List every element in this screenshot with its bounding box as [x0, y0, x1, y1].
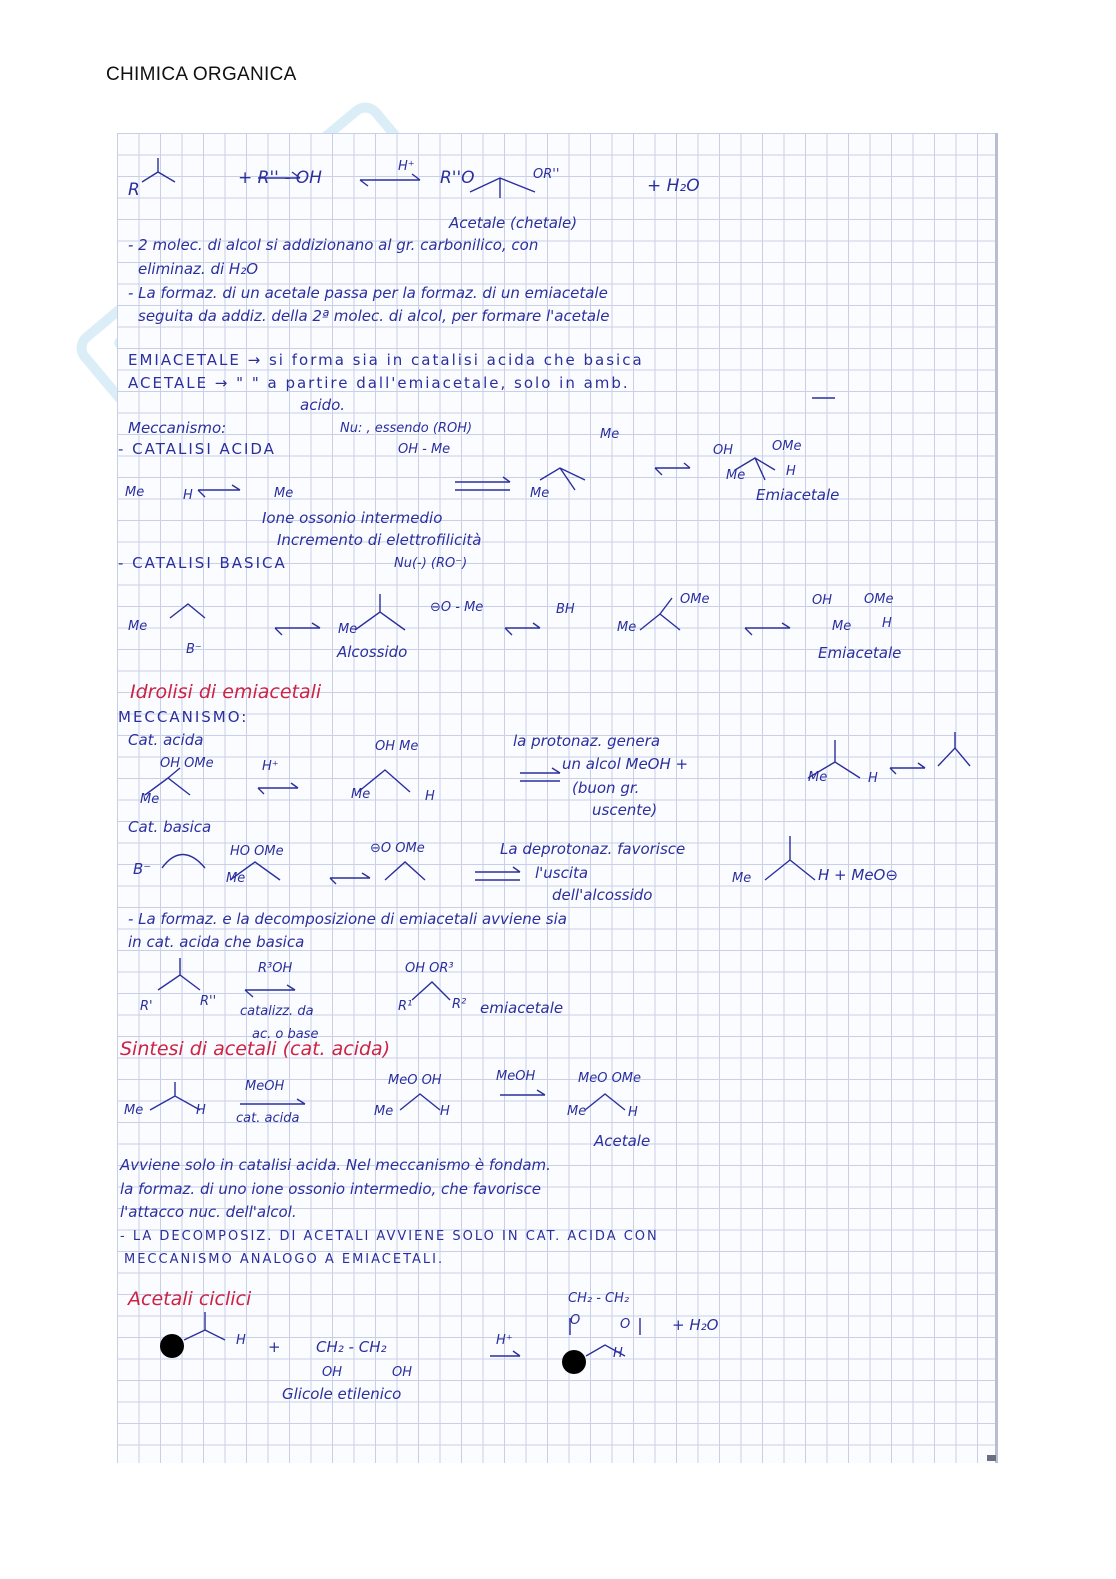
note-text: OH: [322, 1365, 343, 1380]
note-text: (buon gr.: [572, 779, 640, 797]
note-text: in cat. acida che basica: [128, 933, 305, 951]
note-text: + R'' - OH: [238, 168, 322, 188]
note-text: La deprotonaz. favorisce: [500, 840, 686, 858]
note-text: R²: [452, 997, 467, 1012]
note-text: H: [183, 488, 193, 503]
note-text: EMIACETALE → si forma sia in catalisi acida che basica: [128, 351, 644, 369]
note-text: MeO OMe: [578, 1071, 642, 1086]
note-text: Me: [726, 468, 746, 483]
note-text: Me: [808, 770, 828, 785]
note-text: cat. acida: [236, 1111, 300, 1126]
note-text: + H₂O: [672, 1316, 719, 1334]
note-text: - CATALISI ACIDA: [118, 440, 276, 458]
note-text: Me: [338, 622, 358, 637]
note-text: Emiacetale: [756, 486, 840, 504]
note-text: - La formaz. e la decomposizione di emiacetali avviene sia: [128, 910, 567, 928]
note-text: acido.: [300, 396, 346, 414]
note-text: Acetale: [594, 1132, 651, 1150]
note-text: OH OR³: [405, 961, 454, 976]
note-text: l'attacco nuc. dell'alcol.: [120, 1203, 297, 1221]
note-text: un alcol MeOH +: [562, 755, 689, 773]
note-text: R''O: [440, 168, 475, 188]
note-text: ⊖O OMe: [370, 841, 425, 856]
note-text: OH: [392, 1365, 413, 1380]
note-text: Nu(-) (RO⁻): [394, 556, 468, 571]
note-text: MeOH: [496, 1069, 536, 1084]
note-text: Me: [140, 792, 160, 807]
note-text: dell'alcossido: [552, 886, 653, 904]
note-text: Me: [226, 871, 246, 886]
note-text: H⁺: [262, 759, 279, 774]
note-text: - La formaz. di un acetale passa per la formaz. di un emiacetale: [128, 284, 608, 302]
note-text: Me: [274, 486, 294, 501]
note-text: seguita da addiz. della 2ª molec. di alcol, per formare l'acetale: [138, 307, 610, 325]
note-text: Me: [567, 1104, 587, 1119]
section-heading: Sintesi di acetali (cat. acida): [120, 1038, 391, 1060]
note-text: B⁻: [186, 642, 202, 657]
note-text: OR'': [533, 167, 560, 182]
note-text: R³OH: [258, 961, 293, 976]
note-text: Cat. acida: [128, 731, 204, 749]
note-text: R¹: [398, 999, 413, 1014]
note-text: OH - Me: [398, 442, 451, 457]
note-text: OH: [713, 443, 734, 458]
note-text: Meccanismo:: [128, 419, 227, 437]
page-title: CHIMICA ORGANICA: [106, 64, 297, 85]
note-text: CH₂ - CH₂: [316, 1338, 387, 1356]
note-text: l'uscita: [535, 864, 589, 882]
note-text: ACETALE → " " a partire dall'emiacetale, solo in amb.: [128, 374, 630, 392]
note-text: O: [620, 1317, 631, 1332]
note-text: O: [570, 1313, 581, 1328]
section-heading: Idrolisi di emiacetali: [130, 681, 322, 703]
note-text: H: [196, 1103, 206, 1118]
note-text: Avviene solo in catalisi acida. Nel meccanismo è fondam.: [120, 1156, 551, 1174]
note-text: Me: [732, 871, 752, 886]
note-text: H + MeO⊖: [818, 866, 898, 884]
note-text: la protonaz. genera: [513, 732, 661, 750]
note-text: Me: [617, 620, 637, 635]
note-text: catalizz. da: [240, 1004, 314, 1019]
note-text: Me: [600, 427, 620, 442]
note-text: BH: [556, 602, 575, 617]
note-text: +: [268, 1338, 281, 1356]
note-text: ac. o base: [252, 1027, 319, 1042]
note-text: B⁻: [133, 860, 152, 878]
note-text: H⁺: [496, 1333, 513, 1348]
note-text: Me: [128, 619, 148, 634]
note-text: Me: [351, 787, 371, 802]
note-text: MECCANISMO ANALOGO A EMIACETALI.: [124, 1252, 445, 1267]
note-text: OH OMe: [160, 756, 214, 771]
note-text: Me: [832, 619, 852, 634]
note-text: Emiacetale: [818, 644, 902, 662]
note-text: Me: [530, 486, 550, 501]
note-text: H: [425, 789, 435, 804]
note-text: + H₂O: [647, 176, 700, 196]
note-text: Me: [125, 485, 145, 500]
note-text: MeOH: [245, 1079, 285, 1094]
note-text: H: [868, 771, 878, 786]
note-text: R: [128, 180, 140, 200]
note-text: - 2 molec. di alcol si addizionano al gr. carbonilico, con: [128, 236, 539, 254]
note-text: R'': [200, 994, 217, 1009]
note-text: Cat. basica: [128, 818, 212, 836]
note-text: OMe: [680, 592, 710, 607]
note-text: OH Me: [375, 739, 419, 754]
note-text: HO OMe: [230, 844, 284, 859]
note-text: CH₂ - CH₂: [568, 1291, 630, 1306]
note-text: eliminaz. di H₂O: [138, 260, 259, 278]
note-text: OMe: [864, 592, 894, 607]
note-text: Glicole etilenico: [282, 1385, 402, 1403]
note-text: Nu: , essendo (ROH): [340, 421, 473, 436]
note-text: H: [236, 1333, 246, 1348]
note-text: - CATALISI BASICA: [118, 554, 287, 572]
note-text: la formaz. di uno ione ossonio intermedio, che favorisce: [120, 1180, 541, 1198]
note-text: OMe: [772, 439, 802, 454]
note-text: Me: [124, 1103, 144, 1118]
note-text: emiacetale: [480, 999, 564, 1017]
note-text: H⁺: [398, 159, 415, 174]
section-heading: Acetali ciclici: [128, 1288, 252, 1310]
note-text: Alcossido: [337, 643, 408, 661]
note-text: H: [440, 1104, 450, 1119]
note-text: MECCANISMO:: [118, 708, 249, 726]
note-text: ⊖O - Me: [430, 600, 484, 615]
note-text: H: [613, 1346, 623, 1361]
note-text: OH: [812, 593, 833, 608]
note-text: R': [140, 999, 153, 1014]
note-text: H: [628, 1105, 638, 1120]
note-text: Me: [374, 1104, 394, 1119]
note-text: H: [786, 464, 796, 479]
note-text: Ione ossonio intermedio: [262, 509, 443, 527]
note-text: Acetale (chetale): [449, 214, 578, 232]
note-text: uscente): [592, 801, 658, 819]
note-text: - LA DECOMPOSIZ. DI ACETALI AVVIENE SOLO IN CAT. ACIDA CON: [120, 1229, 659, 1244]
note-text: MeO OH: [388, 1073, 442, 1088]
note-text: H: [882, 616, 892, 631]
note-text: Incremento di elettrofilicità: [277, 531, 482, 549]
